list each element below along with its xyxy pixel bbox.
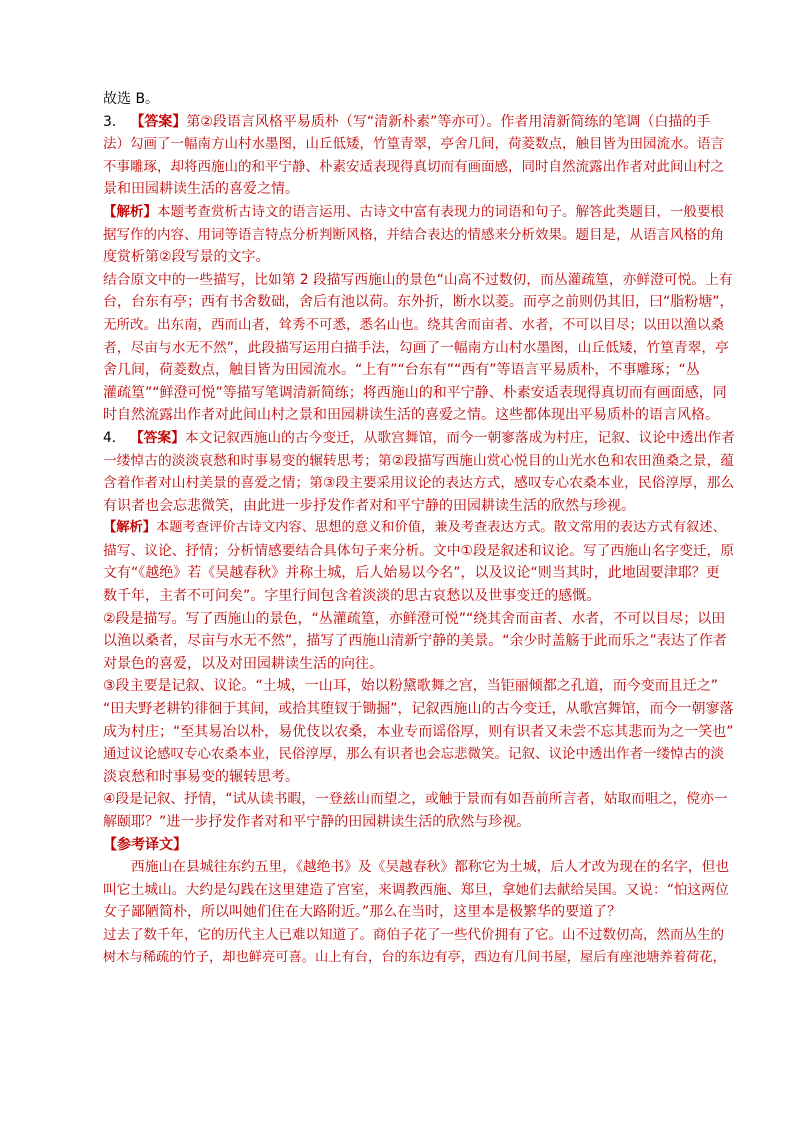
analysis-line: 结合原文中的一些描写，比如第 2 段描写西施山的景色“山高不过数仞，而丛灌疏篁，亦鲜澄可悦。上有: [103, 271, 733, 288]
question-number: 4．: [103, 429, 126, 446]
analysis-line: 文有“《越绝》若《吴越春秋》并称土城，后人始易以今名”，以及议论“则当其时，此地固要津耶？更: [103, 565, 720, 582]
analysis-line: 通过议论感叹专心农桑本业，民俗淳厚，那么有识者也会忘悲微笑。记叙、议论中透出作者一缕悼古的淡: [103, 746, 724, 763]
analysis-line: 以渔以桑者，尽亩与水无不然”，描写了西施山清新宁静的美景。“余少时盖觞于此而乐之”表达了作者: [103, 633, 727, 650]
answer-text: 第②段语言风格平易质朴（写“清新朴素”等亦可）。作者用清新简练的笔调（白描的手: [186, 113, 711, 130]
analysis-line: ②段是描写。写了西施山的景色，“丛灌疏篁，亦鲜澄可悦”“绕其舍而亩者、水者，不可以目尽；以田: [103, 610, 726, 627]
analysis-line: 对景色的喜爱，以及对田园耕读生活的向往。: [103, 655, 383, 672]
analysis-line: 据写作的内容、用词等语言特点分析判断风格，并结合表达的情感来分析效果。题目是，从语言风格的角: [103, 226, 724, 243]
translation-line: 过去了数千年，它的历代主人已难以知道了。商伯子花了一些代价拥有了它。山不过数仞高，然而丛生的: [103, 926, 724, 943]
answer-text: 本文记叙西施山的古今变迁，从歌宫舞馆，而今一朝寥落成为村庄，记叙、议论中透出作者: [184, 429, 735, 446]
analysis-line: 数千年，主者不可问矣”。字里行间包含着淡淡的思古哀愁以及世事变迁的感慨。: [103, 588, 601, 605]
document-page: [103, 88, 733, 969]
text-line: 故选 B。: [103, 91, 160, 107]
question-number: 3．: [103, 113, 126, 130]
analysis-line: 舍几间，荷菱数点，触目皆为田园流水。“上有”“台东有”“西有”等语言平易质朴，不事雕琢；“丛: [103, 362, 700, 379]
analysis-3-line: [103, 201, 733, 224]
analysis-line: 灌疏篁”“鲜澄可悦”等描写笔调清新简练；将西施山的和平宁静、朴素安适表现得真切而有画面感，同: [103, 384, 727, 401]
analysis-line: 时自然流露出作者对此间山村之景和田园耕读生活的喜爱之情。这些都体现出平易质朴的语言风格。: [103, 407, 719, 424]
analysis-line: ③段主要是记叙、议论。“土城，一山耳，始以粉黛歌舞之宫，当钜丽倾都之孔道，而今变而且迁之”: [103, 678, 719, 695]
answer-line: 景和田园耕读生活的喜爱之情。: [103, 181, 299, 198]
translation-heading: 【参考译文】: [103, 836, 187, 853]
answer-line: 含着作者对山村美景的喜爱之情；第③段主要采用议论的表达方式，感叹专心农桑本业，民俗淳厚，那么: [103, 475, 735, 492]
analysis-line: 成为村庄；“至其易冶以朴，易优伎以农桑，本业专而谣俗厚，则有识者又未尝不忘其悲而为之一笑也”: [103, 723, 734, 740]
answer-line: 一缕悼古的淡淡哀愁和时事易变的辗转思考；第②段描写西施山赏心悦目的山光水色和农田渔桑之景，蕴: [103, 452, 735, 469]
analysis-tag: 【解析】: [103, 203, 157, 220]
answer-line: 不事雕琢，却将西施山的和平宁静、朴素安适表现得真切而有画面感，同时自然流露出作者对此间山村之: [103, 158, 724, 175]
analysis-line: 解颐耶？”进一步抒发作者对和平宁静的田园耕读生活的欣然与珍视。: [103, 814, 531, 830]
translation-line: 叫它土城山。大约是勾践在这里建造了宫室，来调教西施、郑旦，拿她们去献给吴国。又说：“怕这两位: [103, 881, 729, 898]
answer-3-line: [103, 111, 733, 134]
analysis-line: ④段是记叙、抒情，“试从读书暇，一登兹山而望之，或触于景而有如吾前所言者，姑取而咀之，傥亦一: [103, 791, 728, 808]
translation-line: 女子鄙陋简朴，所以叫她们住在大路附近。”那么在当时，这里本是极繁华的要道了？: [103, 904, 622, 921]
answer-tag: 【答案】: [130, 113, 187, 130]
analysis-line: 描写、议论、抒情；分析情感要结合具体句子来分析。文中①段是叙述和议论。写了西施山名字变迁，原: [103, 542, 735, 559]
analysis-tag: 【解析】: [103, 520, 157, 536]
analysis-line: “田夫野老耕钓徘徊于其间，或拾其堕钗于锄掘”，记叙西施山的古今变迁，从歌宫舞馆，而今一朝寥落: [103, 701, 734, 718]
analysis-line: 台，台东有亭；西有书舍数础，舍后有池以荷。东外折，断水以菱。而亭之前则仍其旧，曰“脂粉塘”，: [103, 294, 734, 311]
answer-4-line: [103, 427, 733, 450]
answer-line: 法）勾画了一幅南方山村水墨图，山丘低矮，竹篁青翠，亭舍几间，荷菱数点，触目皆为田园流水。语言: [103, 136, 724, 153]
translation-line: 树木与稀疏的竹子，却也鲜亮可喜。山上有台，台的东边有亭，西边有几间书屋，屋后有座池塘养着荷花，: [103, 949, 726, 965]
analysis-line: 无所改。出东南，西而山者，耸秀不可悉，悉名山也。绕其舍而亩者、水者，不可以目尽；以田以渔以桑: [103, 316, 724, 333]
analysis-line: 度赏析第②段写景的文字。: [103, 249, 270, 266]
analysis-4-line: [103, 517, 733, 540]
answer-line: 有识者也会忘悲微笑，由此进一步抒发作者对和平宁静的田园耕读生活的欣然与珍视。: [103, 497, 635, 514]
answer-tag: 【答案】: [129, 429, 185, 446]
translation-line: 西施山在县城往东约五里，《越绝书》及《吴越春秋》都称它为土城，后人才改为现在的名字，但也: [131, 859, 730, 876]
analysis-text: 本题考查赏析古诗文的语言运用、古诗文中富有表现力的词语和句子。解答此类题目，一般要根: [157, 203, 724, 220]
analysis-line: 淡哀愁和时事易变的辗转思考。: [103, 768, 299, 785]
analysis-line: 者，尽亩与水无不然”，此段描写运用白描手法，勾画了一幅南方山村水墨图，山丘低矮，竹篁青翠，亭: [103, 339, 729, 356]
analysis-text: 本题考查评价古诗文内容、思想的意义和价值，兼及考查表达方式。散文常用的表达方式有叙述、: [156, 520, 726, 536]
